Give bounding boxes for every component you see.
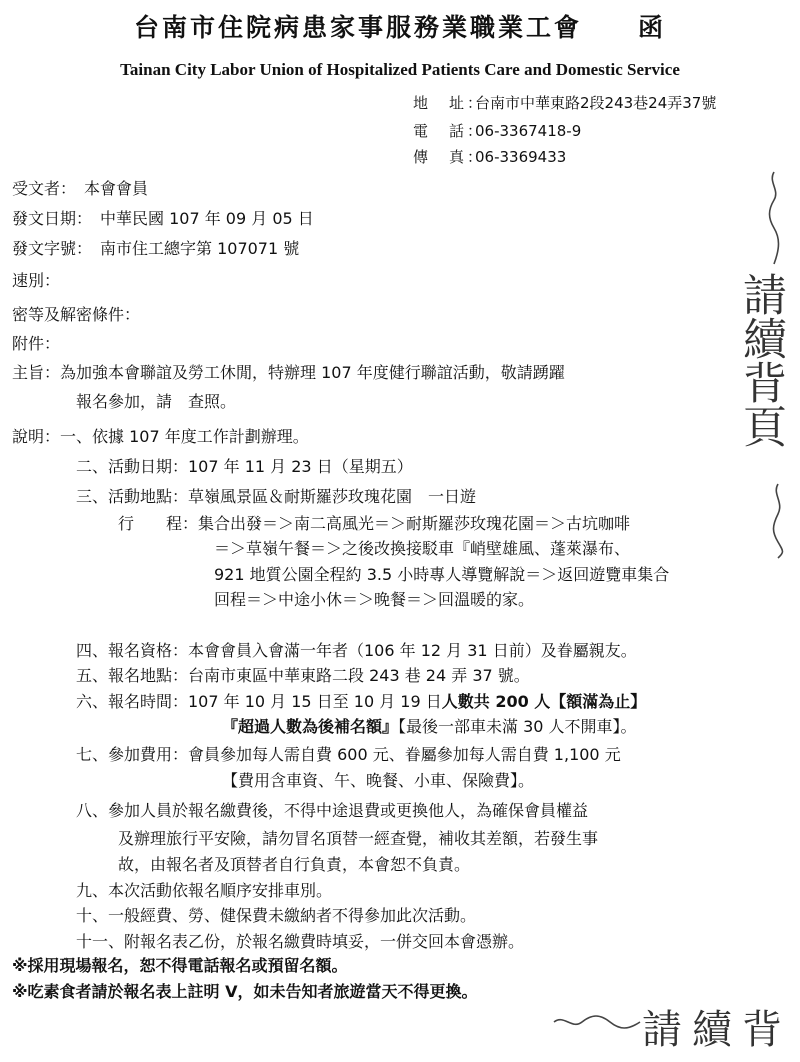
explanation-item-6 (76, 689, 646, 712)
fax-label: 傳 真： (413, 148, 486, 166)
itinerary-line-2: ＝＞草嶺午餐＝＞之後改換接駁車『峭壁雄風、蓬萊瀑布、 (214, 539, 631, 558)
handwritten-squiggle-top (760, 168, 790, 268)
subject-line-1: 主旨：為加強本會聯誼及勞工休閒，特辦理 107 年度健行聯誼活動，敬請踴躍 (12, 363, 565, 382)
address-line (413, 92, 716, 113)
subject-line-2: 報名參加，請 查照。 (76, 392, 237, 411)
speed-class: 速別： (12, 271, 61, 290)
explanation-item-4: 四、報名資格：本會會員入會滿一年者（106 年 12 月 31 日前）及眷屬親友。 (76, 641, 637, 660)
waitlist-note: 『超過人數為後補名額』 (222, 717, 399, 736)
explanation-item-3: 三、活動地點：草嶺風景區＆耐斯羅莎玫瑰花園 一日遊 (76, 487, 477, 506)
document-number: 發文字號： 南市住工總字第 107071 號 (12, 239, 300, 258)
explanation-item-6-cont (222, 714, 637, 737)
explanation-item-11: 十一、附報名表乙份，於報名繳費時填妥，一併交回本會憑辦。 (76, 932, 525, 951)
address-value: 台南市中華東路2段243巷24弄37號 (475, 94, 717, 112)
fee-includes: 【費用含車資、午、晚餐、小車、保險費】。 (222, 771, 535, 790)
explanation-item-5: 五、報名地點：台南市東區中華東路二段 243 巷 24 弄 37 號。 (76, 666, 530, 685)
org-name: 台南市住院病患家事服務業職業工會 (133, 13, 582, 42)
handwritten-see-back-bottom: 請續背 (642, 1007, 792, 1053)
explanation-item-8-line-2: 及辦理旅行平安險，請勿冒名頂替一經查覺，補收其差額，若發生事 (118, 829, 599, 848)
recipient: 受文者： 本會會員 (12, 179, 149, 198)
attachment: 附件： (12, 334, 61, 353)
phone-value: 06-3367418-9 (475, 122, 582, 140)
explanation-item-8-line-1: 八、參加人員於報名繳費後，不得中途退費或更換他人，為確保會員權益 (76, 801, 589, 820)
itinerary-line-1: 行 程：集合出發＝＞南二高風光＝＞耐斯羅莎玫瑰花園＝＞古坑咖啡 (118, 514, 631, 533)
security-class: 密等及解密條件： (12, 305, 141, 324)
explanation-item-2: 二、活動日期：107 年 11 月 23 日（星期五） (76, 457, 413, 476)
note-vegetarian: ※吃素食者請於報名表上註明 V，如未告知者旅遊當天不得更換。 (12, 982, 478, 1001)
address-label: 地 址： (413, 94, 486, 112)
letterhead-title (0, 8, 800, 44)
doc-type: 函 (638, 13, 667, 42)
note-onsite-registration: ※採用現場報名，恕不得電話報名或預留名額。 (12, 956, 348, 975)
explanation-item-8-line-3: 故，由報名者及頂替者自行負責，本會恕不負責。 (118, 855, 471, 874)
fax-value: 06-3369433 (475, 148, 567, 166)
phone-label: 電 話： (413, 122, 486, 140)
min-bus-note: 【最後一部車未滿 30 人不開車】。 (398, 717, 637, 736)
explanation-item-7: 七、參加費用：會員參加每人需自費 600 元、眷屬參加每人需自費 1,100 元 (76, 745, 621, 764)
fax-line (413, 146, 566, 167)
phone-line (413, 120, 581, 141)
handwritten-squiggle-bottom (552, 1010, 642, 1034)
explanation-item-10: 十、一般經費、勞、健保費未繳納者不得參加此次活動。 (76, 906, 477, 925)
itinerary-line-3: 921 地質公園全程約 3.5 小時專人導覽解說＝＞返回遊覽車集合 (214, 565, 670, 584)
handwritten-squiggle-right (766, 480, 792, 560)
english-org-name: Tainan City Labor Union of Hospitalized Patients Care and Domestic Service (120, 60, 680, 79)
registration-period: 六、報名時間：107 年 10 月 15 日至 10 月 19 日 (76, 692, 442, 711)
issue-date: 發文日期： 中華民國 107 年 09 月 05 日 (12, 209, 314, 228)
capacity-note: 人數共 200 人【額滿為止】 (441, 692, 647, 711)
handwritten-see-back-vertical: 請續背頁 (735, 272, 786, 448)
explanation-item-1: 說明：一、依據 107 年度工作計劃辦理。 (12, 427, 309, 446)
explanation-item-9: 九、本次活動依報名順序安排車別。 (76, 881, 333, 900)
itinerary-line-4: 回程＝＞中途小休＝＞晚餐＝＞回溫暖的家。 (214, 590, 535, 609)
